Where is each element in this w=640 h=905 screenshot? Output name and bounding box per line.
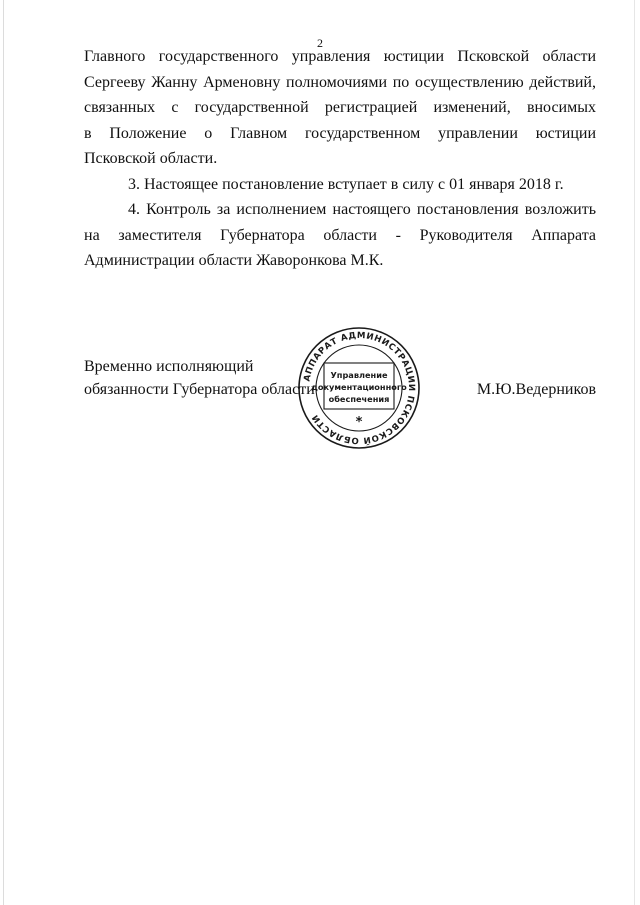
page-number: 2 [317, 36, 323, 50]
stamp-ring-text: АППАРАТ АДМИНИСТРАЦИИ ПСКОВСКОЙ ОБЛАСТИ [302, 330, 417, 446]
text-line: связанных с государственной регистрацией изменений, вносимых [84, 99, 596, 116]
text-line: Администрации области Жаворонкова М.К. [84, 252, 384, 269]
signatory-name: М.Ю.Ведерников [476, 381, 596, 398]
scan-edge-right [634, 0, 635, 905]
text-line: на заместителя Губернатора области - Руководителя Аппарата [84, 226, 596, 244]
stamp-box-line1: Управление [330, 370, 388, 380]
text-line: Сергееву Жанну Арменовну полномочиями по осуществлению действий, [84, 73, 596, 91]
text-line: Главного государственного управления юстиции Псковской области [84, 48, 596, 65]
text-line: 3. Настоящее постановление вступает в силу с 01 января 2018 г. [128, 175, 564, 193]
text-line: в Положение о Главном государственном управлении юстиции [84, 124, 596, 142]
stamp-star-icon: * [355, 415, 363, 430]
signatory-title-line1: Временно исполняющий [84, 358, 254, 375]
signatory-title-line2: обязанности Губернатора области [84, 381, 315, 398]
text-line: Псковской области. [84, 150, 218, 167]
scan-edge-left [3, 0, 4, 905]
official-stamp [297, 326, 421, 450]
body-text [84, 44, 596, 274]
stamp-box-line3: обеспечения [328, 394, 390, 404]
stamp-box-line2: документационного [311, 382, 407, 392]
text-line: 4. Контроль за исполнением настоящего постановления возложить [128, 201, 596, 218]
